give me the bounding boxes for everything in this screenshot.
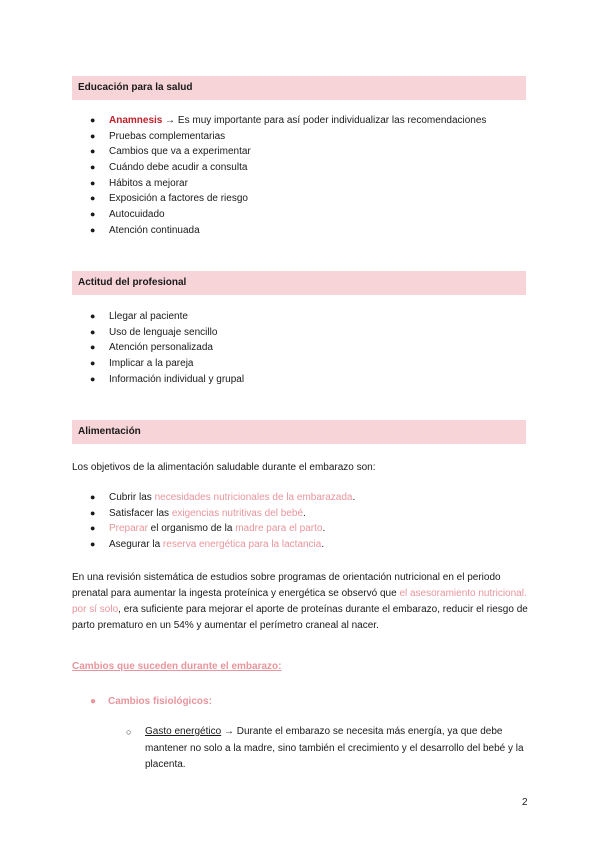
list-item (72, 325, 244, 341)
bullet-icon: ● (90, 523, 96, 534)
circle-bullet-icon: ○ (126, 727, 132, 737)
page-number: 2 (522, 797, 528, 808)
alimentacion-intro: Los objetivos de la alimentación saludable durante el embarazo son: (72, 462, 376, 473)
list-item (72, 144, 486, 160)
list-item-text: Hábitos a mejorar (109, 177, 188, 189)
list-item-text: Autocuidado (109, 209, 165, 221)
highlight-text: exigencias nutritivas del bebé (171, 507, 304, 519)
list-item-text: Atención personalizada (109, 342, 213, 354)
list-item-text: Atención continuada (109, 224, 200, 236)
gasto-label: Gasto energético (145, 726, 222, 737)
list-item (72, 176, 486, 192)
list-item-text: Llegar al paciente (109, 311, 188, 322)
bullet-icon: ● (90, 224, 96, 235)
bullet-icon: ● (90, 539, 96, 550)
list-item-text: el organismo de la (147, 523, 236, 535)
list-item-text: Información individual y grupal (109, 373, 245, 385)
bullet-icon: ● (90, 373, 96, 384)
bullet-icon: ● (90, 130, 96, 141)
section-header-educacion: Educación para la salud (72, 76, 526, 100)
review-paragraph (72, 570, 532, 634)
highlight-text: madre para el parto (235, 523, 323, 535)
bullet-icon: ● (90, 146, 96, 157)
bullet-icon: ● (90, 326, 96, 337)
sub-heading: Cambios fisiológicos: (108, 696, 212, 707)
bullet-icon: ● (90, 696, 97, 707)
list-item (72, 191, 486, 207)
list-item-text: . (352, 492, 356, 503)
highlight-text: Preparar (109, 523, 148, 535)
list-item-text: Satisfacer las (109, 507, 172, 519)
list-item (72, 372, 244, 388)
bullet-icon: ● (90, 358, 96, 369)
bullet-icon: ● (90, 115, 96, 125)
bullet-icon: ● (90, 209, 96, 220)
list-item (72, 160, 486, 176)
list-item-text: Pruebas complementarias (109, 130, 226, 142)
list-item-text: . (303, 507, 306, 519)
list-item-text: Asegurar la (109, 539, 163, 551)
list-item-text: . (322, 523, 326, 535)
gasto-text (128, 724, 528, 774)
highlight-text: reserva energética para la lactancia (162, 539, 322, 551)
list-item-text: Cuándo debe acudir a consulta (109, 162, 248, 174)
bullet-icon: ● (90, 311, 96, 321)
list-item-text: Uso de lenguaje sencillo (109, 326, 218, 338)
list-item (72, 113, 486, 129)
highlight-text: necesidades nutricionales de la embarazada (154, 492, 353, 503)
bullet-icon: ● (90, 492, 96, 502)
bullet-icon: ● (90, 177, 96, 188)
list-item-text: Exposición a factores de riesgo (109, 193, 248, 205)
paragraph-text: , era suficiente para mejorar el aporte de proteínas durante el embarazo, reducir el riesgo de parto prematuro en un 54% y aumentar el perímetro craneal al nacer. (72, 604, 528, 631)
gasto-energetico-item (128, 724, 528, 774)
list-item (72, 356, 244, 372)
bullet-icon: ● (90, 193, 96, 204)
bullet-icon: ● (90, 507, 96, 518)
cambios-heading: Cambios que suceden durante el embarazo: (72, 661, 282, 672)
list-item-text: → Es muy importante para así poder individualizar las recomendaciones (162, 115, 487, 126)
bullet-icon: ● (90, 342, 96, 353)
anamnesis-label: Anamnesis (109, 115, 163, 126)
paragraph-text: En una revisión sistemática de estudios sobre programas de orientación nutricional en el periodo prenatal para aumentar la ingesta proteínica y energética se observó que (72, 572, 501, 599)
paragraph-text: → Durante el embarazo se necesita más energía, ya que debe mantener no solo a la madre, sino también el crecimiento y el desarrollo del bebé y la placenta. (145, 726, 524, 770)
list-item (72, 490, 355, 506)
section-header-alimentacion: Alimentación (72, 420, 526, 444)
list-item (72, 207, 486, 223)
list-item (72, 340, 244, 356)
list-item (72, 129, 486, 145)
list-item (72, 506, 355, 522)
section-header-actitud: Actitud del profesional (72, 271, 526, 295)
objectives-list (72, 490, 355, 553)
actitud-list (72, 309, 244, 387)
cambios-fisiologicos-item (90, 696, 212, 707)
list-item (72, 537, 355, 553)
list-item-text: Implicar a la pareja (109, 358, 194, 370)
educacion-list (72, 113, 486, 239)
highlight-text: el asesoramiento nutricional. por sí solo (72, 588, 527, 615)
list-item-text: Cambios que va a experimentar (109, 146, 251, 158)
list-item-text: Cubrir las (109, 492, 155, 503)
list-item (72, 521, 355, 537)
list-item (72, 309, 244, 325)
bullet-icon: ● (90, 162, 96, 173)
list-item (72, 223, 486, 239)
list-item-text: . (321, 539, 325, 551)
